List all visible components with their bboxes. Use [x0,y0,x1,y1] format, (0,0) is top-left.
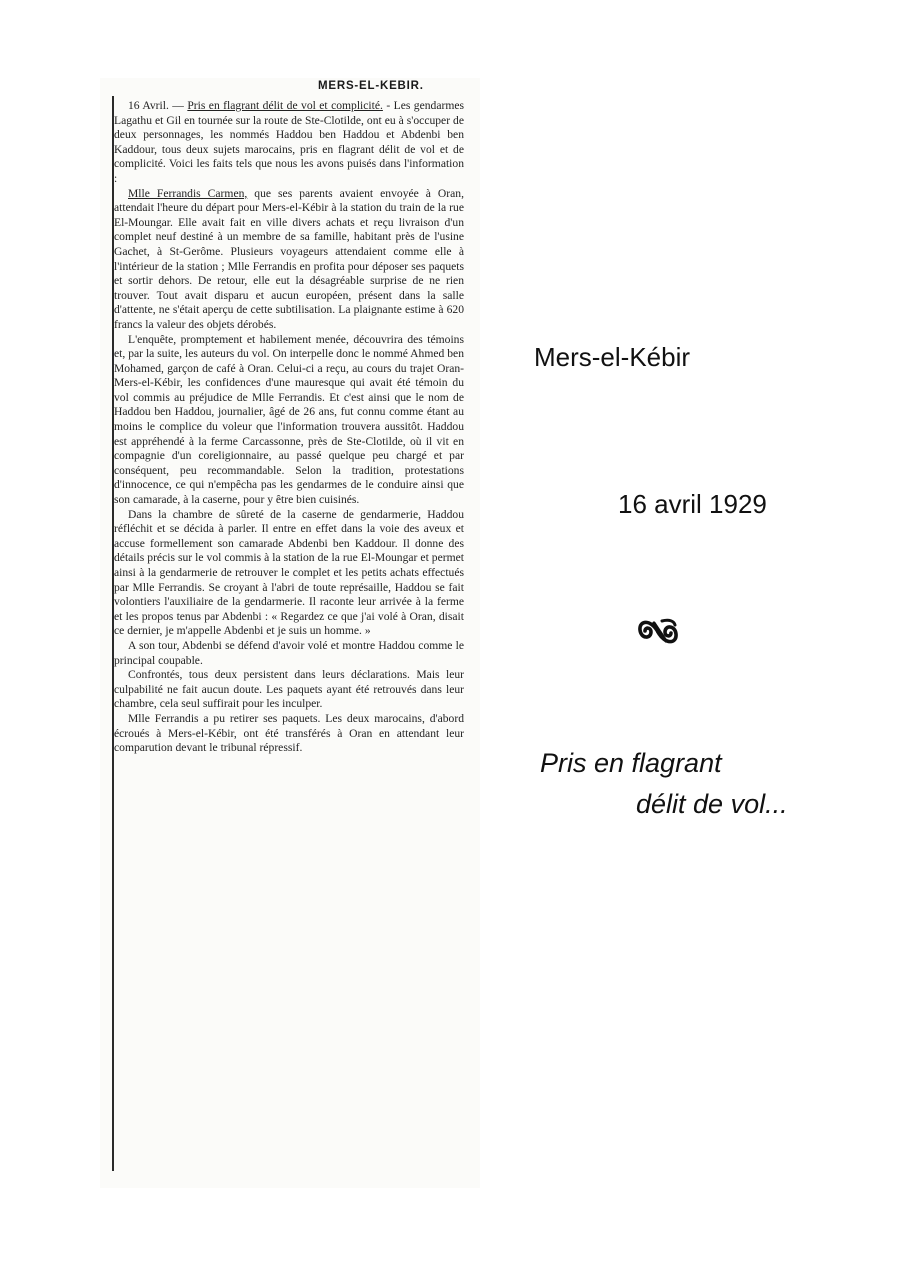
article-paragraph [114,99,464,187]
annotation-date: 16 avril 1929 [618,489,767,519]
clipping-heading: MERS-EL-KEBIR. [318,80,424,92]
article-text: que ses parents avaient envoyée à Oran, attendait l'heure du départ pour Mers-el-Kébir à la station du train de la rue El-Moungar. Elle avait fait en ville divers achats et reçu livraison d'un complet neuf destiné à un membre de sa famille, habitant près de l'usine Gachet, à St-Gerôme. Plusieurs voyageurs attendaient comme elle à l'intérieur de la station ; Mlle Ferrandis en profita pour déposer ses paquets et sortir dehors. De retour, elle eut la désagréable surprise de ne rien trouver. Tout avait disparu et aucun européen, présent dans la salle d'attente, ne s'était aperçu de cette subtilisation. La plaignante estime à 620 francs la valeur des objets dérobés. [114,186,464,331]
article-paragraph: L'enquête, promptement et habilement menée, découvrira des témoins et, par la suite, les auteurs du vol. On interpelle donc le nommé Ahmed ben Mohamed, garçon de café à Oran. Celui-ci a reçu, au cours du trajet Oran-Mers-el-Kébir, les confidences d'une mauresque qui avait été témoin du vol commis au préjudice de Mlle Ferrandis. Et c'est ainsi que le nom de Haddou ben Haddou, journalier, âgé de 26 ans, fut connu comme étant au moins le complice du voleur que l'information trouvera aussitôt. Haddou est appréhendé à la ferme Carcassonne, près de Ste-Clotilde, où il vit en compagnie d'un coreligionnaire, au passé quelque peu chargé et par conséquent, peu recommandable. Selon la tradition, protestations d'innocence, ce qui n'empêcha pas les gendarmes de le conduire ainsi que son camarade, à la caserne, pour y être bien cuisinés. [114,332,464,507]
annotation-place: Mers-el-Kébir [534,342,691,372]
article-paragraph: Mlle Ferrandis a pu retirer ses paquets. Les deux marocains, d'abord écroués à Mers-el-Kébir, ont été transférés à Oran en attendant leur comparution devant le tribunal répressif. [114,711,464,755]
article-name: Mlle Ferrandis Carmen, [128,186,248,200]
article-text: - Les gendarmes Lagathu et Gil en tournée sur la route de Ste-Clotilde, ont eu à s'occuper de deux personnages, les nommés Haddou ben Haddou et Abdenbi ben Kaddour, tous deux sujets marocains, pris en flagrant délit de vol et de complicité. Voici les faits tels que nous les avons puisés dans l'information : [114,99,464,185]
article-date: 16 Avril. — [128,99,184,112]
article-headline: Pris en flagrant délit de vol et complicité. [187,99,383,112]
annotation-title-line1: Pris en flagrant [540,748,722,778]
article-paragraph: Confrontés, tous deux persistent dans leurs déclarations. Mais leur culpabilité ne fait aucun doute. Les paquets ayant été retrouvés dans leur chambre, cela seul suffirait pour les inculper. [114,668,464,711]
article-paragraph: Dans la chambre de sûreté de la caserne de gendarmerie, Haddou réfléchit et se décida à parler. Il entre en effet dans la voie des aveux et accuse formellement son camarade Abdenbi ben Kaddour. Il donne des détails précis sur le vol commis à la station de la rue El-Moungar et permet ainsi à la gendarmerie de retrouver le complet et les petits achats effectués par Mlle Ferrandis. Se croyant à l'abri de toute représaille, Haddou se fait volontiers l'auxiliaire de la gendarmerie. Il raconte leur arrivée à la ferme et les propos tenus par Abdenbi : « Regardez ce que j'ai volé à Oran, disait ce dernier, je m'appelle Abdenbi et je suis un homme. » [114,507,464,638]
article-paragraph: A son tour, Abdenbi se défend d'avoir volé et montre Haddou comme le principal coupable. [114,638,464,667]
annotation-title-line2: délit de vol... [636,789,788,819]
fleuron-ornament-icon [636,615,680,649]
article-body [114,99,464,756]
article-paragraph [114,187,464,333]
